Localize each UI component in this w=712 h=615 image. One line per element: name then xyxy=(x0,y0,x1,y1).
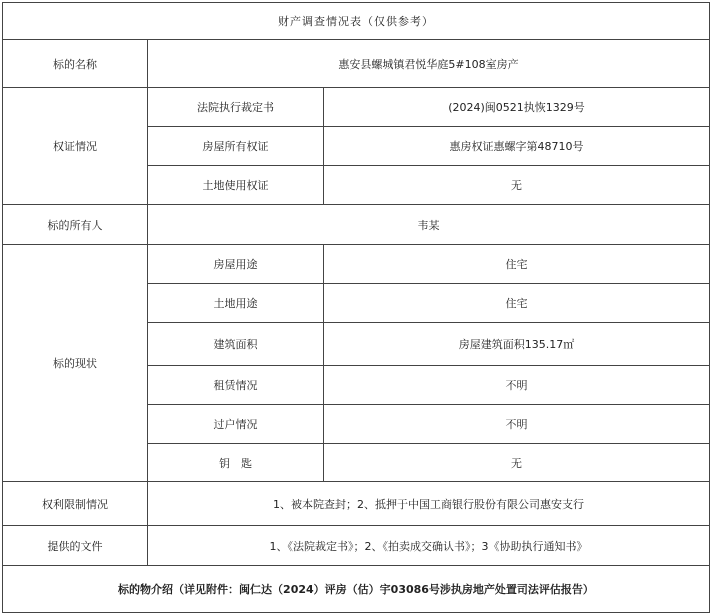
rights-row-value: 惠房权证惠螺字第48710号 xyxy=(324,127,710,166)
status-row-value: 住宅 xyxy=(324,284,710,323)
subject-name-label: 标的名称 xyxy=(3,40,148,88)
status-row-value: 住宅 xyxy=(324,245,710,284)
restrictions-label: 权利限制情况 xyxy=(3,482,148,526)
status-row-label: 房屋用途 xyxy=(148,245,324,284)
documents-value: 1、《法院裁定书》；2、《拍卖成交确认书》；3《协助执行通知书》 xyxy=(148,526,710,566)
subject-name-value: 惠安县螺城镇君悦华庭5#108室房产 xyxy=(148,40,710,88)
status-row-value: 房屋建筑面积135.17㎡ xyxy=(324,323,710,366)
restrictions-value: 1、被本院查封；2、抵押于中国工商银行股份有限公司惠安支行 xyxy=(148,482,710,526)
property-survey-table xyxy=(2,2,710,613)
status-row-label: 钥 匙 xyxy=(148,444,324,482)
status-row-label: 土地用途 xyxy=(148,284,324,323)
status-row-value: 无 xyxy=(324,444,710,482)
status-row-value: 不明 xyxy=(324,366,710,405)
status-row-value: 不明 xyxy=(324,405,710,444)
owner-label: 标的所有人 xyxy=(3,205,148,245)
rights-row-label: 法院执行裁定书 xyxy=(148,88,324,127)
footer-note: 标的物介绍（详见附件：闽仁达（2024）评房（估）宇03086号涉执房地产处置司法评估报告） xyxy=(3,566,710,613)
status-label: 标的现状 xyxy=(3,245,148,482)
rights-label: 权证情况 xyxy=(3,88,148,205)
table-title: 财产调查情况表（仅供参考） xyxy=(3,3,710,40)
documents-label: 提供的文件 xyxy=(3,526,148,566)
rights-row-value: 无 xyxy=(324,166,710,205)
status-row-label: 建筑面积 xyxy=(148,323,324,366)
status-row-label: 租赁情况 xyxy=(148,366,324,405)
status-row-label: 过户情况 xyxy=(148,405,324,444)
rights-row-value: (2024)闽0521执恢1329号 xyxy=(324,88,710,127)
owner-value: 韦某 xyxy=(148,205,710,245)
rights-row-label: 土地使用权证 xyxy=(148,166,324,205)
rights-row-label: 房屋所有权证 xyxy=(148,127,324,166)
